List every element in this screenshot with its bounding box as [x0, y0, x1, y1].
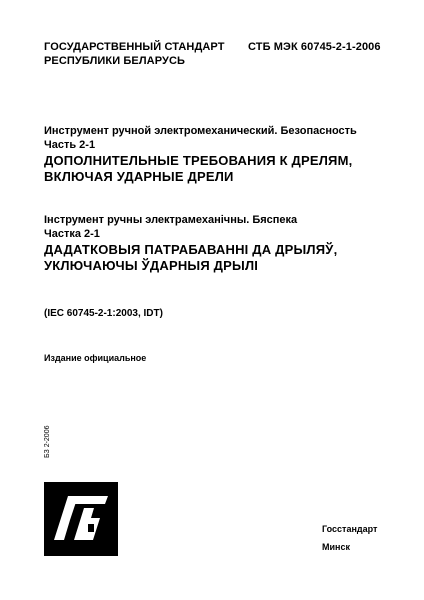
title-ru-main2: ВКЛЮЧАЯ УДАРНЫЕ ДРЕЛИ — [44, 169, 234, 184]
side-code: БЗ 2-2006 — [44, 425, 51, 458]
title-by-part: Частка 2-1 — [44, 228, 100, 240]
gosstandart-logo-icon — [44, 482, 118, 556]
footer-org: Госстандарт — [322, 524, 378, 534]
standard-code: СТБ МЭК 60745-2-1-2006 — [248, 41, 381, 53]
title-by-main1: ДАДАТКОВЫЯ ПАТРАБАВАННІ ДА ДРЫЛЯЎ, — [44, 242, 338, 257]
edition-label: Издание официальное — [44, 353, 147, 363]
title-ru-main1: ДОПОЛНИТЕЛЬНЫЕ ТРЕБОВАНИЯ К ДРЕЛЯМ, — [44, 153, 353, 168]
header-line1: ГОСУДАРСТВЕННЫЙ СТАНДАРТ — [44, 41, 225, 53]
title-ru-line1: Инструмент ручной электромеханический. Безопасность — [44, 125, 357, 137]
iec-reference: (IEC 60745-2-1:2003, IDT) — [44, 308, 163, 319]
title-ru-part: Часть 2-1 — [44, 139, 96, 151]
title-by-main2: УКЛЮЧАЮЧЫ ЎДАРНЫЯ ДРЫЛІ — [44, 258, 259, 273]
footer-city: Минск — [322, 542, 350, 552]
title-by-line1: Інструмент ручны электрамеханічны. Бяспека — [44, 214, 298, 226]
header-line2: РЕСПУБЛИКИ БЕЛАРУСЬ — [44, 55, 185, 67]
